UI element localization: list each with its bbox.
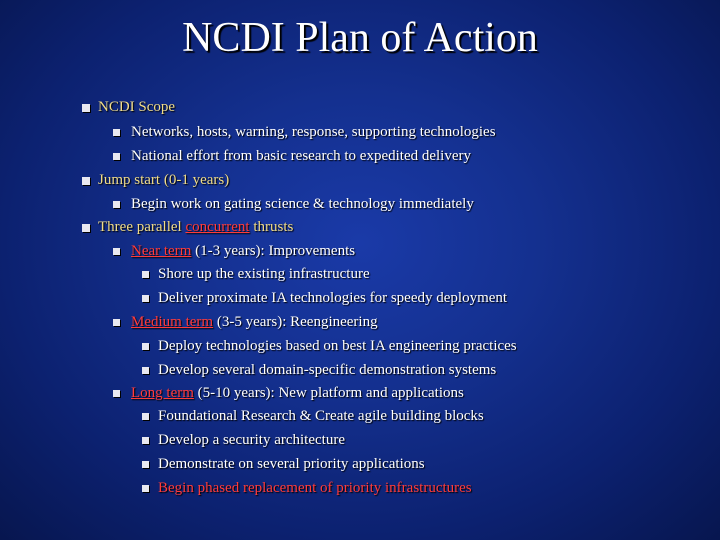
long-term-subitem-text: Begin phased replacement of priority infrastructures [158,480,472,496]
scope-subitem [131,146,471,166]
long-term-subitem [158,406,484,426]
square-bullet-icon [142,485,149,492]
medium-term-subitem-text: Deploy technologies based on best IA engineering practices [158,338,517,354]
square-bullet-icon [142,461,149,468]
thrust-medium-term [131,312,378,332]
square-bullet-icon [82,177,90,185]
slide-title: NCDI Plan of Action [182,15,538,61]
medium-term-subitem-text: Develop several domain-specific demonstration systems [158,362,497,378]
square-bullet-icon [82,104,90,112]
thrusts-label-emphasis: concurrent [185,219,250,235]
square-bullet-icon [142,295,149,302]
jump-start-subitem-text: Begin work on gating science & technology immediately [131,196,474,212]
square-bullet-icon [113,319,120,326]
square-bullet-icon [113,201,120,208]
long-term-label: Long term [131,385,194,401]
square-bullet-icon [142,367,149,374]
medium-term-subitem [158,360,496,380]
long-term-description: (5-10 years): New platform and applications [193,385,464,401]
medium-term-description: (3-5 years): Reengineering [213,314,378,330]
medium-term-label: Medium term [131,314,214,330]
square-bullet-icon [113,129,120,136]
square-bullet-icon [113,153,120,160]
long-term-subitem-text: Demonstrate on several priority applications [158,456,425,472]
square-bullet-icon [142,437,149,444]
long-term-subitem-text: Develop a security architecture [158,432,345,448]
square-bullet-icon [113,390,120,397]
thrust-near-term [131,241,355,261]
square-bullet-icon [142,271,149,278]
thrusts-label-prefix: Three parallel [98,219,186,235]
long-term-subitem-highlighted [158,478,472,498]
thrust-long-term [131,383,464,403]
outline-item-scope [98,97,175,117]
square-bullet-icon [82,224,90,232]
near-term-subitem [158,288,507,308]
long-term-subitem-text: Foundational Research & Create agile building blocks [158,408,484,424]
near-term-subitem [158,264,370,284]
scope-label: NCDI Scope [98,99,176,115]
jump-start-label: Jump start (0-1 years) [98,172,230,188]
scope-subitem-text: Networks, hosts, warning, response, supporting technologies [131,124,496,140]
square-bullet-icon [142,343,149,350]
near-term-description: (1-3 years): Improvements [191,243,356,259]
scope-subitem [131,122,496,142]
long-term-subitem [158,430,345,450]
thrusts-label-suffix: thrusts [249,219,294,235]
scope-subitem-text: National effort from basic research to expedited delivery [131,148,471,164]
jump-start-subitem [131,194,474,214]
outline-item-jump-start [98,170,229,190]
near-term-subitem-text: Shore up the existing infrastructure [158,266,370,282]
medium-term-subitem [158,336,517,356]
near-term-label: Near term [131,243,192,259]
near-term-subitem-text: Deliver proximate IA technologies for speedy deployment [158,290,508,306]
square-bullet-icon [142,413,149,420]
long-term-subitem [158,454,425,474]
square-bullet-icon [113,248,120,255]
outline-item-thrusts [98,217,293,237]
